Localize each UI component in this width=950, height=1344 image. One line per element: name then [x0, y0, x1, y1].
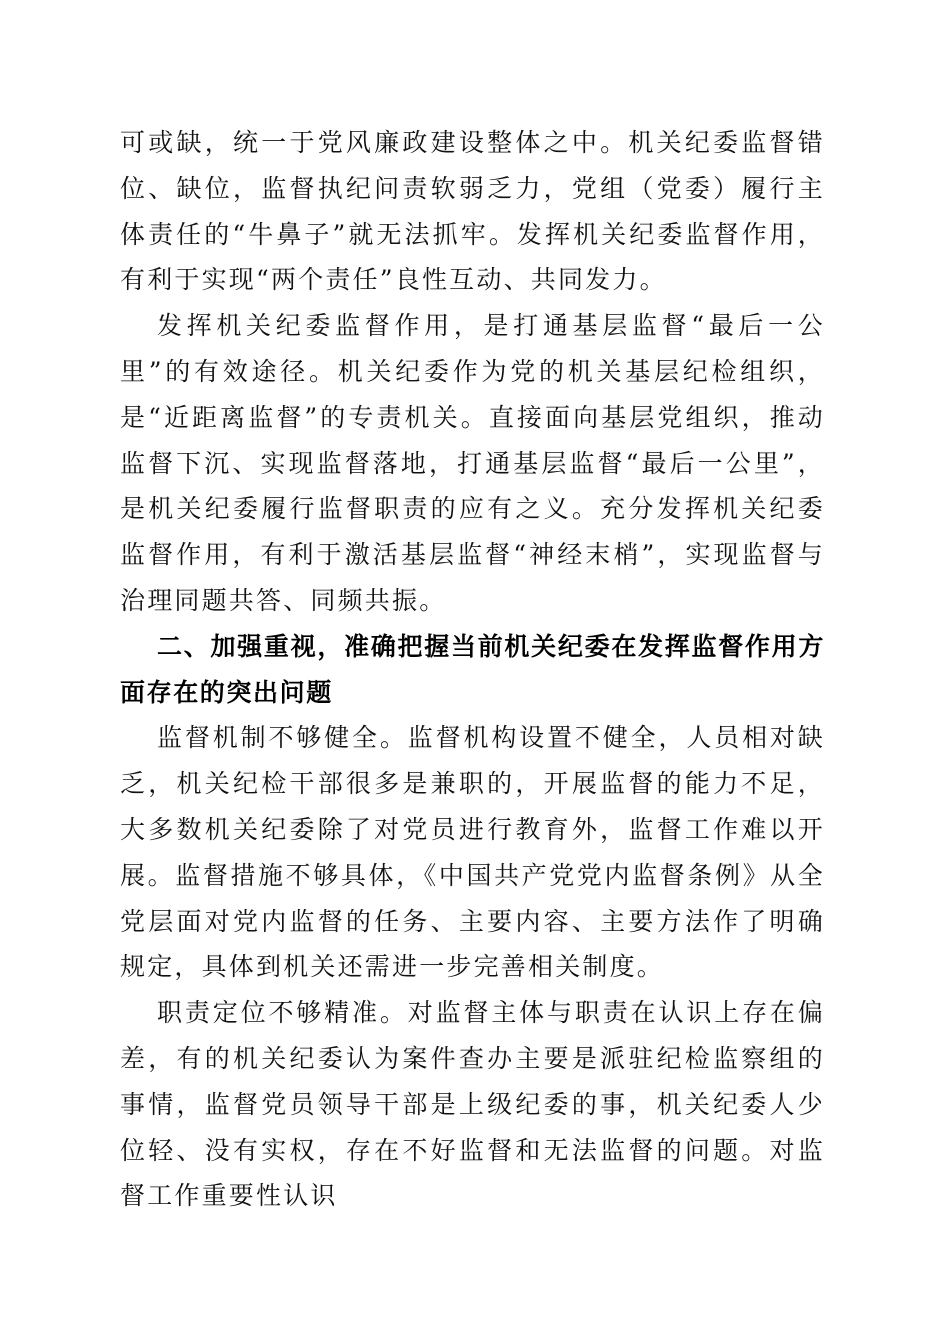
paragraph-continuation: 可或缺，统一于党风廉政建设整体之中。机关纪委监督错位、缺位，监督执纪问责软弱乏力，党组（党委）履行主体责任的“牛鼻子”就无法抓牢。发挥机关纪委监督作用，有利于实现“两个责任”良性互动、共同发力。 [120, 128, 825, 295]
paragraph-responsibility-positioning: 职责定位不够精准。对监督主体与职责在认识上存在偏差，有的机关纪委认为案件查办主要是派驻纪检监察组的事情，监督党员领导干部是上级纪委的事，机关纪委人少位轻、没有实权，存在不好监督和无法监督的问题。对监督工作重要性认识 [120, 998, 825, 1211]
document-body [120, 120, 825, 1219]
paragraph-supervision-mechanism: 监督机制不够健全。监督机构设置不健全，人员相对缺乏，机关纪检干部很多是兼职的，开展监督的能力不足，大多数机关纪委除了对党员进行教育外，监督工作难以开展。监督措施不够具体，《中国共产党党内监督条例》从全党层面对党内监督的任务、主要内容、主要方法作了明确规定，具体到机关还需进一步完善相关制度。 [120, 723, 825, 982]
paragraph-grassroots-supervision: 发挥机关纪委监督作用，是打通基层监督“最后一公里”的有效途径。机关纪委作为党的机关基层纪检组织，是“近距离监督”的专责机关。直接面向基层党组织，推动监督下沉、实现监督落地，打通基层监督“最后一公里”，是机关纪委履行监督职责的应有之义。充分发挥机关纪委监督作用，有利于激活基层监督“神经末梢”，实现监督与治理同题共答、同频共振。 [120, 311, 825, 615]
section-heading-2: 二、加强重视，准确把握当前机关纪委在发挥监督作用方面存在的突出问题 [120, 631, 825, 707]
